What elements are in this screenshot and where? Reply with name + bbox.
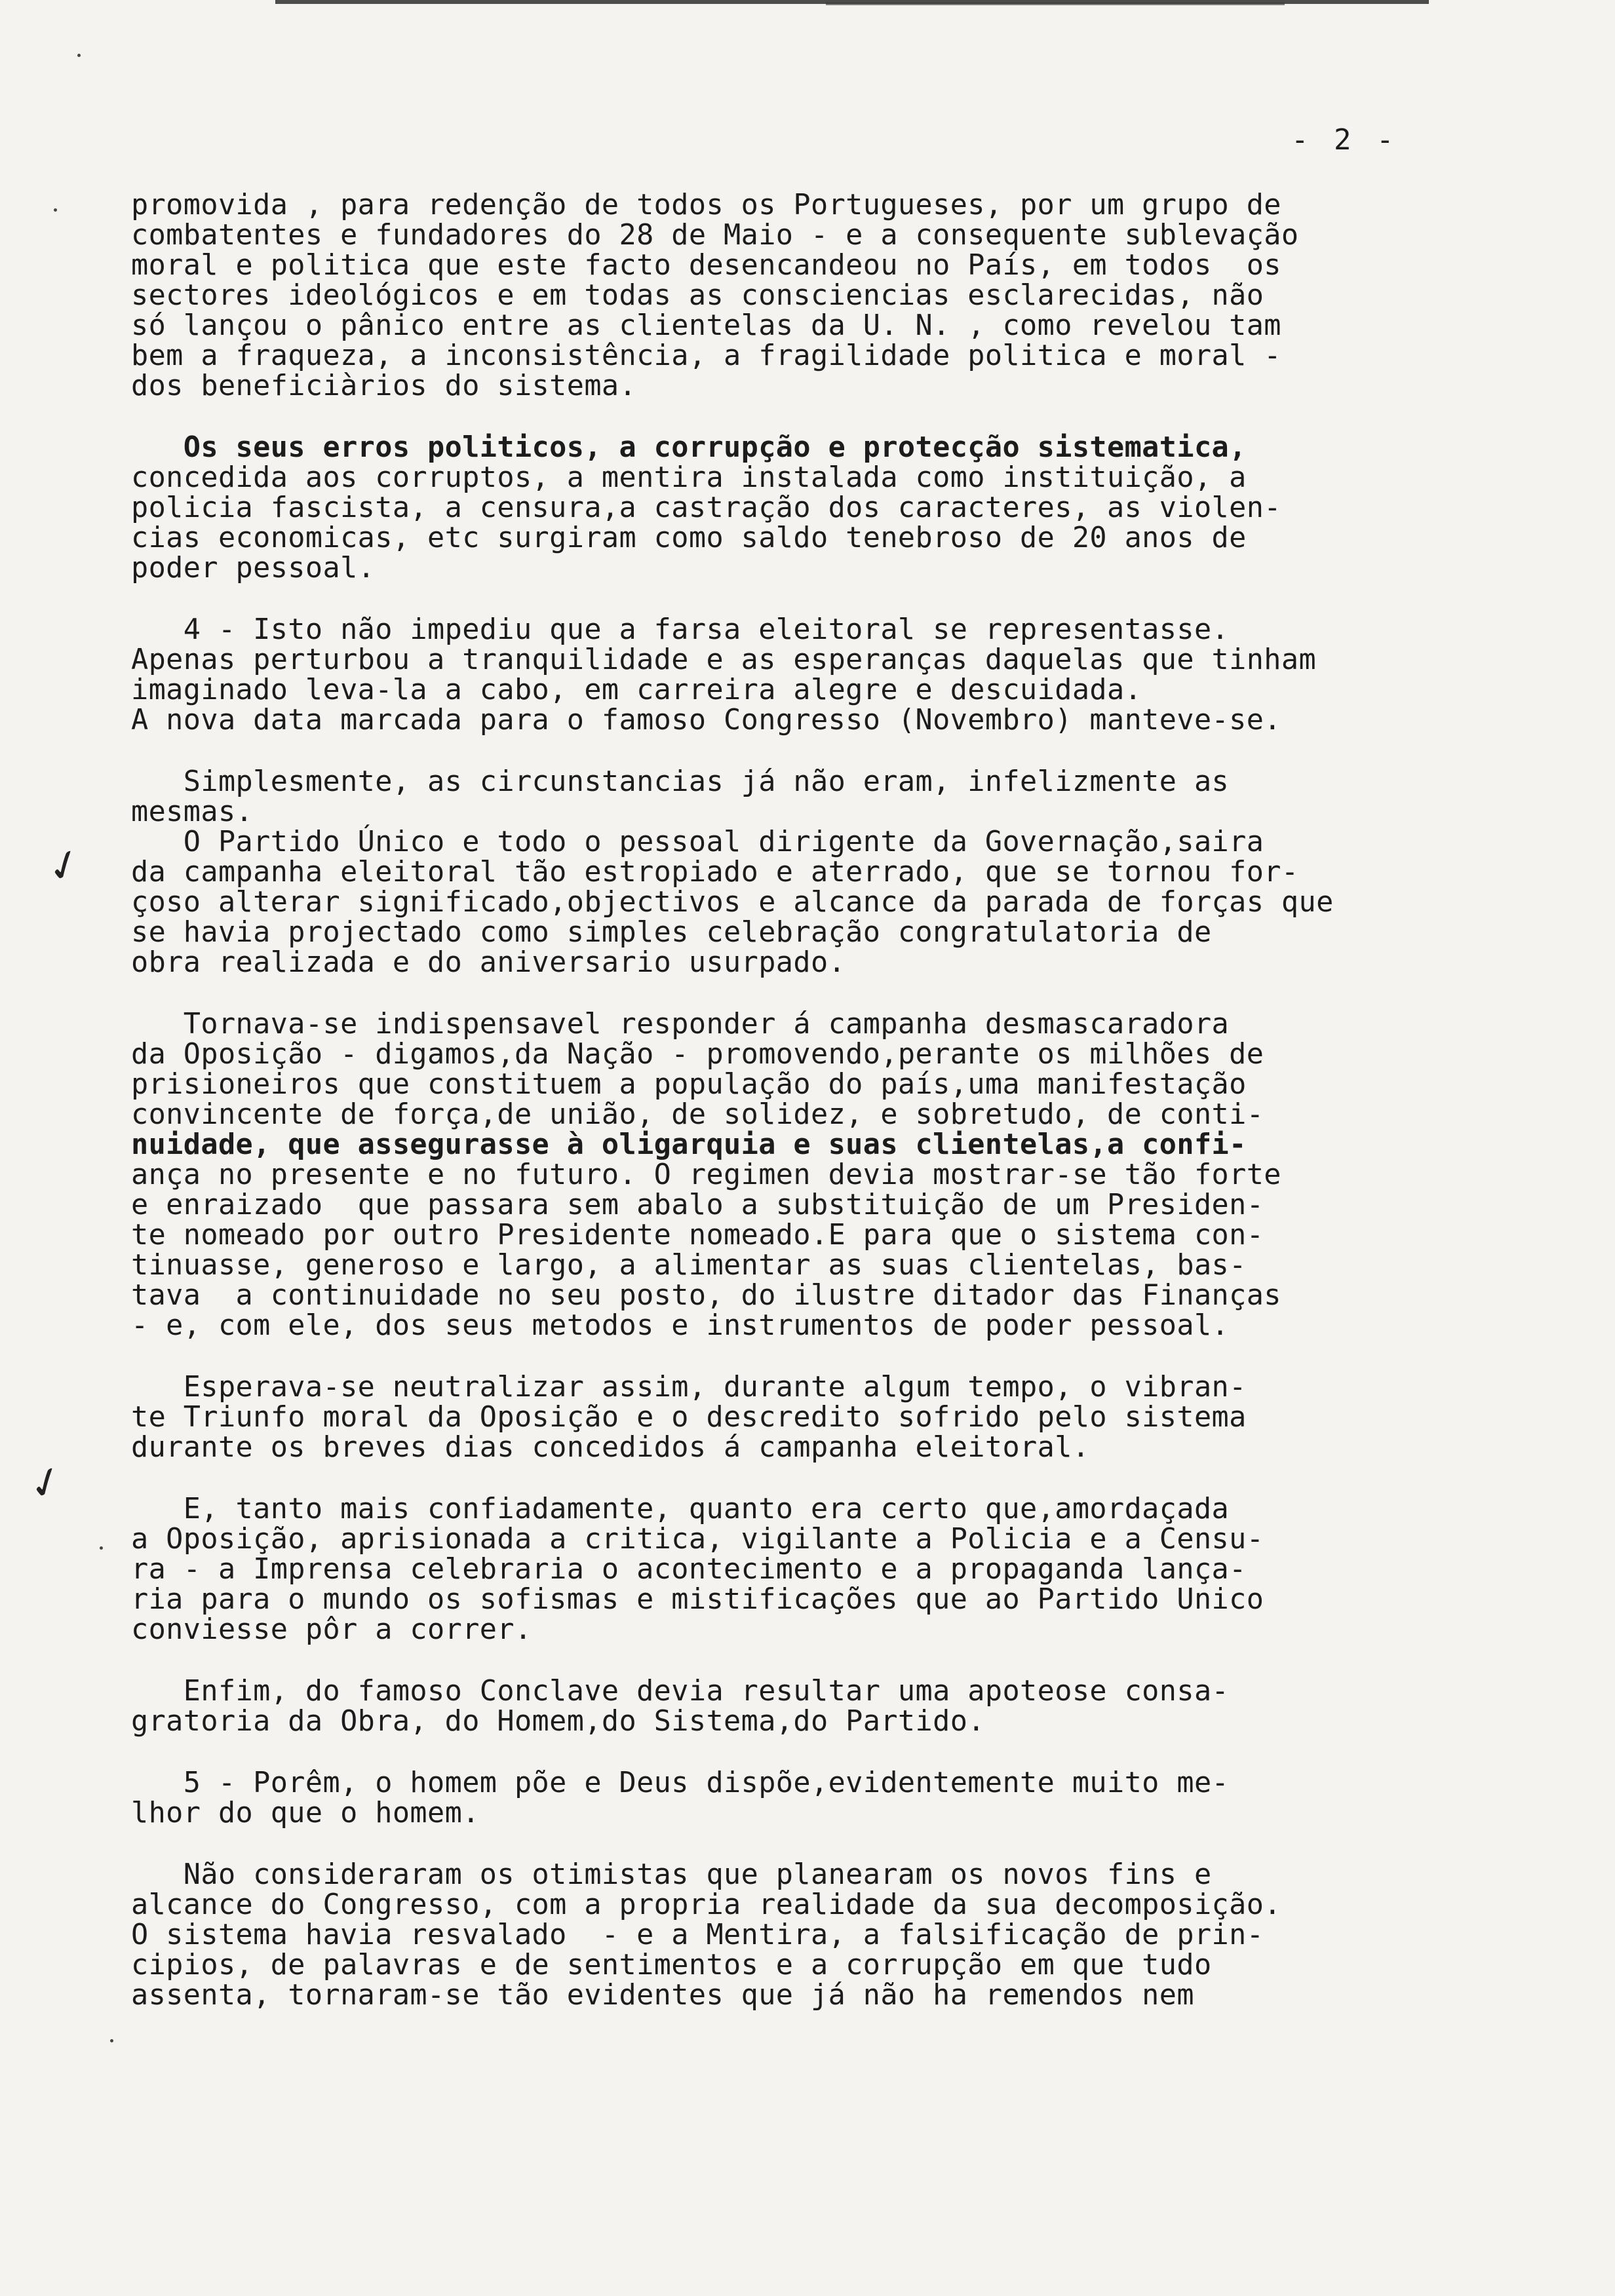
text-line: alcance do Congresso, com a propria realidade da sua decomposição. [131,1888,1281,1921]
text-line: imaginado leva-la a cabo, em carreira alegre e descuidada. [131,674,1142,706]
text-line: e enraizado que passara sem abalo a substituição de um Presiden- [131,1189,1264,1221]
paragraph-10 [131,1860,1494,2010]
text-line: gratoria da Obra, do Homem,do Sistema,do Partido. [131,1705,985,1738]
margin-check-mark: ✓ [21,1455,71,1512]
paragraph-3 [131,615,1494,735]
text-line: obra realizada e do aniversario usurpado. [131,946,846,979]
text-line: 4 - Isto não impediu que a farsa eleitoral se representasse. [131,613,1230,646]
text-line: promovida , para redenção de todos os Portugueses, por um grupo de [131,189,1281,221]
text-line: E, tanto mais confiadamente, quanto era certo que,amordaçada [131,1493,1230,1525]
text-line: çoso alterar significado,objectivos e alcance da parada de forças que [131,886,1334,919]
paragraph-8 [131,1676,1494,1736]
text-line: policia fascista, a censura,a castração dos caracteres, as violen- [131,491,1281,524]
margin-check-mark: ✓ [39,837,90,895]
paragraph-2 [131,432,1494,583]
text-line: combatentes e fundadores do 28 de Maio - e a consequente sublevação [131,219,1299,252]
text-line: cias economicas, etc surgiram como saldo tenebroso de 20 anos de [131,522,1247,554]
text-line: te Triunfo moral da Oposição e o descredito sofrido pelo sistema [131,1401,1247,1434]
paragraph-9 [131,1768,1494,1828]
text-line: lhor do que o homem. [131,1797,480,1829]
text-line: Enfim, do famoso Conclave devia resultar uma apoteose consa- [131,1675,1230,1708]
text-line: Não consideraram os otimistas que planearam os novos fins e [131,1858,1212,1891]
margin-speck [54,208,57,212]
page-number: - 2 - [1291,123,1398,157]
text-line: nuidade, que assegurasse à oligarquia e suas clientelas,a confi- [131,1128,1247,1161]
text-line: te nomeado por outro Presidente nomeado.E para que o sistema con- [131,1219,1264,1252]
text-line: mesmas. [131,795,254,828]
text-line: se havia projectado como simples celebração congratulatoria de [131,916,1212,949]
text-line: poder pessoal. [131,552,376,584]
text-line: da campanha eleitoral tão estropiado e aterrado, que se tornou for- [131,856,1299,889]
text-line: tava a continuidade no seu posto, do ilustre ditador das Finanças [131,1279,1281,1312]
text-line: Tornava-se indispensavel responder á campanha desmascaradora [131,1008,1230,1041]
text-line: conviesse pôr a correr. [131,1613,532,1646]
text-line: O sistema havia resvalado - e a Mentira, a falsificação de prin- [131,1919,1264,1951]
top-edge-smudge [826,3,1285,5]
text-line: Simplesmente, as circunstancias já não eram, infelizmente as [131,765,1230,798]
text-line: sectores ideológicos e em todas as consciencias esclarecidas, não [131,279,1264,312]
paragraph-5 [131,1009,1494,1341]
text-line: só lançou o pânico entre as clientelas da U. N. , como revelou tam [131,309,1281,342]
text-line: convincente de força,de união, de solidez, e sobretudo, de conti- [131,1098,1264,1131]
text-line: Os seus erros politicos, a corrupção e protecção sistematica, [131,431,1247,464]
text-line: ra - a Imprensa celebraria o acontecimento e a propaganda lança- [131,1553,1247,1586]
text-line: O Partido Único e todo o pessoal dirigente da Governação,saira [131,826,1264,858]
text-line: tinuasse, generoso e largo, a alimentar as suas clientelas, bas- [131,1249,1247,1282]
text-line: ria para o mundo os sofismas e mistificações que ao Partido Unico [131,1583,1264,1616]
text-line: A nova data marcada para o famoso Congresso (Novembro) manteve-se. [131,704,1281,737]
paragraph-7 [131,1494,1494,1645]
typewritten-body [131,190,1494,2010]
text-line: da Oposição - digamos,da Nação - promovendo,perante os milhões de [131,1038,1264,1071]
text-line: moral e politica que este facto desencandeou no País, em todos os [131,249,1281,282]
text-line: Esperava-se neutralizar assim, durante algum tempo, o vibran- [131,1371,1247,1404]
text-line: prisioneiros que constituem a população do país,uma manifestação [131,1068,1247,1101]
margin-speck [77,54,81,57]
paragraph-4 [131,767,1494,978]
margin-speck [110,2039,113,2042]
text-line: assenta, tornaram-se tão evidentes que já não ha remendos nem [131,1979,1194,2012]
margin-speck [100,1546,103,1550]
paragraph-1 [131,190,1494,401]
text-line: Apenas perturbou a tranquilidade e as esperanças daquelas que tinham [131,643,1317,676]
text-line: dos beneficiàrios do sistema. [131,370,637,402]
text-line: bem a fraqueza, a inconsistência, a fragilidade politica e moral - [131,339,1281,372]
text-line: 5 - Porêm, o homem põe e Deus dispõe,evidentemente muito me- [131,1767,1230,1799]
text-line: cipios, de palavras e de sentimentos e a corrupção em que tudo [131,1949,1212,1981]
text-line: a Oposição, aprisionada a critica, vigilante a Policia e a Censu- [131,1523,1264,1556]
text-line: concedida aos corruptos, a mentira instalada como instituição, a [131,461,1247,494]
text-line: - e, com ele, dos seus metodos e instrumentos de poder pessoal. [131,1309,1230,1342]
text-line: ança no presente e no futuro. O regimen devia mostrar-se tão forte [131,1158,1281,1191]
text-line: durante os breves dias concedidos á campanha eleitoral. [131,1431,1090,1464]
paragraph-6 [131,1372,1494,1463]
